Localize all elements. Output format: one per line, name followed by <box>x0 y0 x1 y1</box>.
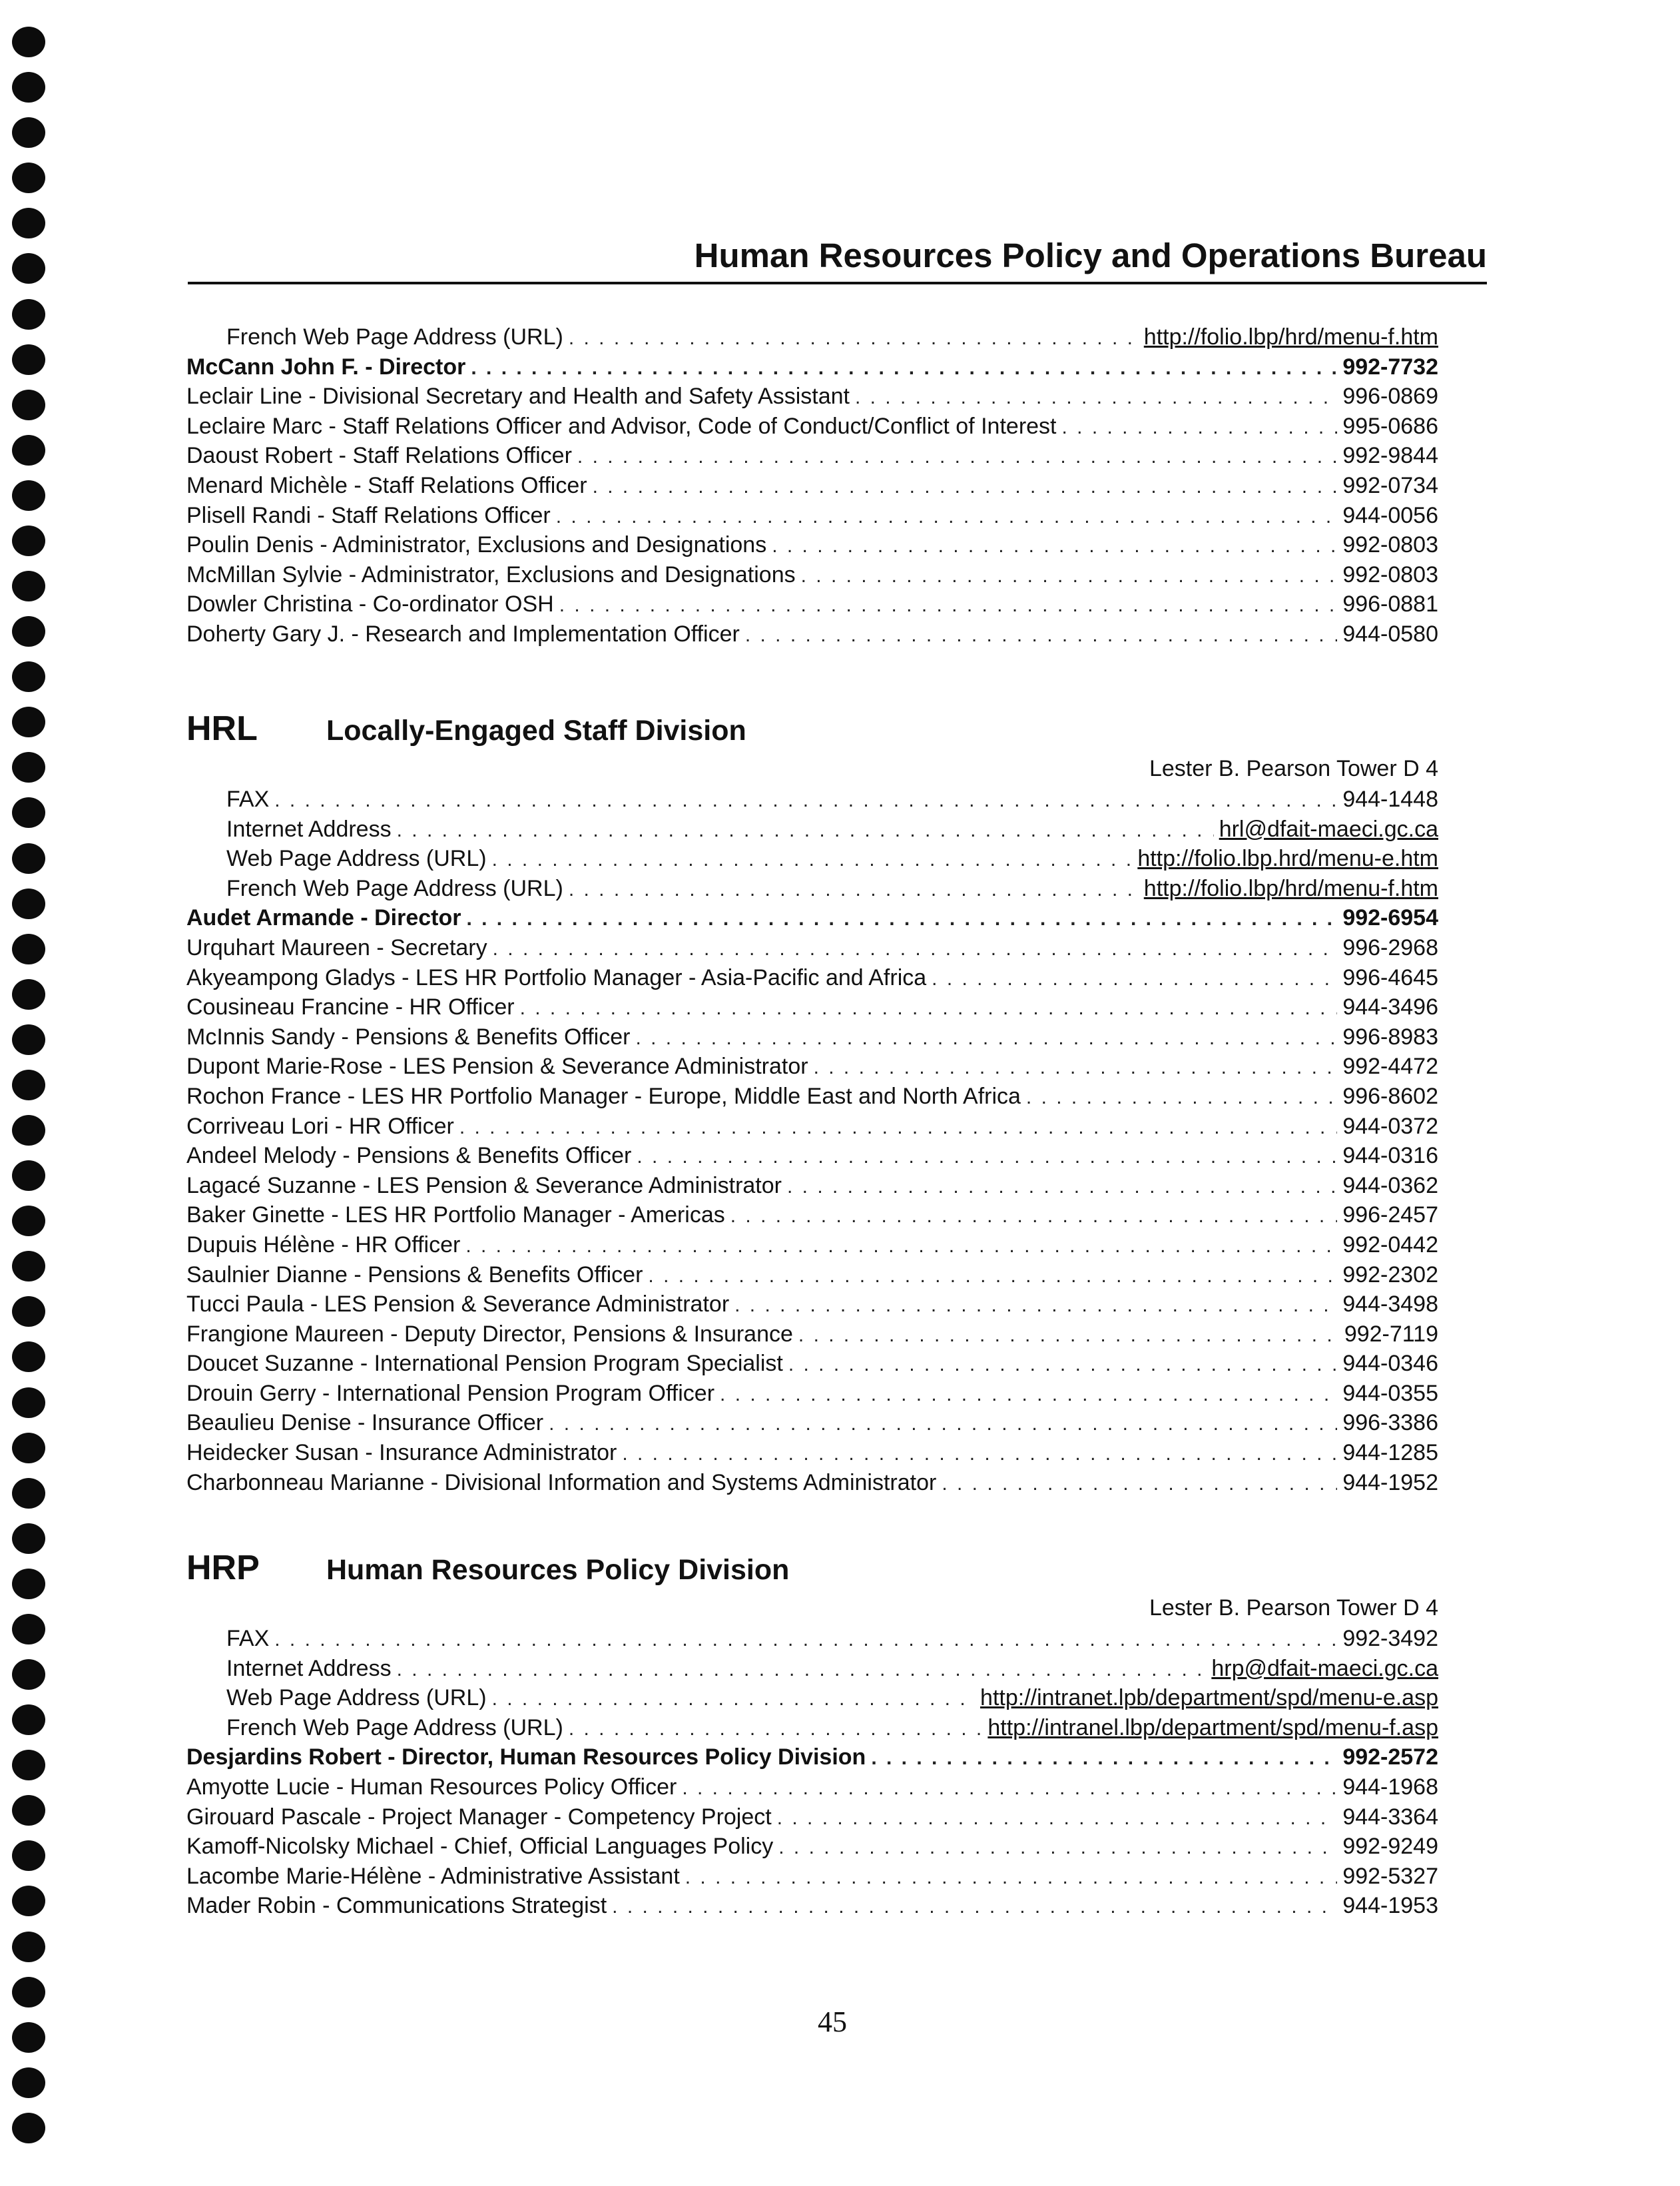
dot-leader <box>577 442 1337 472</box>
page-header: Human Resources Policy and Operations Bureau <box>188 238 1487 284</box>
entry-label: French Web Page Address (URL) <box>226 1714 563 1740</box>
entry-label: Amyotte Lucie - Human Resources Policy Officer <box>186 1774 677 1800</box>
directory-entry <box>186 1260 1438 1290</box>
directory-entry <box>186 1052 1438 1082</box>
binding-hole <box>12 1387 45 1418</box>
entry-label: French Web Page Address (URL) <box>226 875 563 901</box>
dot-leader <box>932 964 1337 994</box>
entry-phone: 944-3496 <box>1342 994 1438 1020</box>
division-title: Locally-Engaged Staff Division <box>326 715 746 747</box>
directory-entry <box>186 1772 1438 1802</box>
binding-hole <box>12 1296 45 1327</box>
directory-entry <box>186 1289 1438 1319</box>
directory-entry <box>186 1683 1438 1713</box>
entry-label: Audet Armande - Director <box>186 905 461 931</box>
binding-hole <box>12 1160 45 1191</box>
entry-label: Akyeampong Gladys - LES HR Portfolio Manager - Asia-Pacific and Africa <box>186 964 927 990</box>
binding-hole <box>12 1795 45 1826</box>
entry-phone: 996-2968 <box>1342 934 1438 960</box>
entry-label: Heidecker Susan - Insurance Administrator <box>186 1440 617 1466</box>
dot-leader <box>648 1262 1337 1291</box>
binding-hole <box>12 344 45 375</box>
binding-hole <box>12 2067 45 2098</box>
binding-hole <box>12 2113 45 2143</box>
entry-phone: 944-0056 <box>1342 502 1438 528</box>
entry-phone: 992-7119 <box>1344 1321 1438 1347</box>
dot-leader <box>459 1113 1338 1142</box>
entry-phone: 995-0686 <box>1342 413 1438 439</box>
directory-entry <box>186 1624 1438 1654</box>
directory-entry <box>186 933 1438 963</box>
entry-label: FAX <box>226 787 270 812</box>
binding-hole <box>12 390 45 420</box>
entry-label: Menard Michèle - Staff Relations Officer <box>186 472 587 498</box>
dot-leader <box>397 1655 1207 1684</box>
entry-phone: 944-1952 <box>1342 1469 1438 1495</box>
entry-label: French Web Page Address (URL) <box>226 324 563 350</box>
division-location: Lester B. Pearson Tower D 4 <box>1149 756 1438 781</box>
entry-label: Saulnier Dianne - Pensions & Benefits Officer <box>186 1262 643 1287</box>
entry-label: Frangione Maureen - Deputy Director, Pensions & Insurance <box>186 1321 793 1347</box>
entry-phone: 944-1953 <box>1342 1893 1438 1919</box>
hrl-directory-list <box>186 785 1438 1497</box>
binding-hole <box>12 253 45 284</box>
dot-leader <box>471 354 1337 383</box>
directory-entry <box>186 501 1438 531</box>
binding-hole <box>12 1614 45 1644</box>
dot-leader <box>466 905 1337 934</box>
binding-hole <box>12 707 45 737</box>
entry-label: McInnis Sandy - Pensions & Benefits Officer <box>186 1024 631 1050</box>
entry-phone: 944-3498 <box>1342 1291 1438 1317</box>
dot-leader <box>1026 1083 1337 1112</box>
entry-phone: 996-8602 <box>1342 1083 1438 1109</box>
directory-entry <box>186 844 1438 874</box>
entry-label: Desjardins Robert - Director, Human Resources Policy Division <box>186 1744 866 1770</box>
directory-entry <box>186 1141 1438 1171</box>
entry-phone: 992-9249 <box>1342 1834 1438 1860</box>
directory-entry <box>186 1713 1438 1743</box>
entry-label: Tucci Paula - LES Pension & Severance Administrator <box>186 1291 730 1317</box>
directory-entry <box>186 874 1438 904</box>
entry-label: Web Page Address (URL) <box>226 846 487 872</box>
entry-link[interactable]: http://intranet.lpb/department/spd/menu-e.asp <box>980 1685 1438 1711</box>
entry-link[interactable]: http://folio.lbp/hrd/menu-f.htm <box>1143 875 1438 901</box>
binding-hole <box>12 1206 45 1236</box>
dot-leader <box>720 1380 1337 1409</box>
entry-label: Doucet Suzanne - International Pension Program Specialist <box>186 1351 783 1377</box>
entry-label: Drouin Gerry - International Pension Program Officer <box>186 1380 715 1406</box>
binding-hole <box>12 526 45 556</box>
entry-label: Doherty Gary J. - Research and Implementation Officer <box>186 621 740 647</box>
dot-leader <box>798 1321 1339 1350</box>
directory-entry <box>186 1022 1438 1052</box>
binding-hole <box>12 299 45 330</box>
entry-label: Poulin Denis - Administrator, Exclusions and Designations <box>186 532 767 558</box>
entry-label: McCann John F. - Director <box>186 354 466 380</box>
dot-leader <box>492 845 1133 875</box>
binding-hole <box>12 571 45 601</box>
entry-phone: 992-2572 <box>1342 1744 1438 1770</box>
directory-entry <box>186 1082 1438 1112</box>
directory-entry <box>186 412 1438 442</box>
dot-leader <box>778 1833 1337 1862</box>
directory-entry <box>186 560 1438 590</box>
entry-label: Daoust Robert - Staff Relations Officer <box>186 443 572 469</box>
directory-entry <box>186 1654 1438 1684</box>
binding-hole <box>12 435 45 466</box>
binding-hole <box>12 797 45 828</box>
directory-entry <box>186 1379 1438 1409</box>
binding-hole <box>12 661 45 692</box>
entry-phone: 996-4645 <box>1342 964 1438 990</box>
directory-entry <box>186 1230 1438 1260</box>
entry-phone: 996-2457 <box>1342 1202 1438 1228</box>
entry-link[interactable]: hrp@dfait-maeci.gc.ca <box>1211 1655 1438 1681</box>
directory-entry <box>186 815 1438 845</box>
directory-entry <box>186 785 1438 815</box>
directory-entry <box>186 619 1438 649</box>
dot-leader <box>492 1684 975 1714</box>
dot-leader <box>745 621 1337 650</box>
directory-entry <box>186 1862 1438 1892</box>
dot-leader <box>274 1625 1337 1654</box>
dot-leader <box>942 1469 1337 1499</box>
entry-label: Baker Ginette - LES HR Portfolio Manager - Americas <box>186 1202 725 1228</box>
directory-entry <box>186 1742 1438 1772</box>
binding-hole <box>12 1750 45 1780</box>
division-title: Human Resources Policy Division <box>326 1554 790 1586</box>
entry-phone: 996-0881 <box>1342 591 1438 617</box>
dot-leader <box>855 383 1337 412</box>
directory-entry <box>186 1802 1438 1832</box>
binding-hole <box>12 889 45 919</box>
entry-link[interactable]: http://intranel.lbp/department/spd/menu-f.asp <box>987 1714 1438 1740</box>
entry-phone: 992-0442 <box>1342 1232 1438 1258</box>
dot-leader <box>871 1744 1337 1773</box>
hrp-directory-list <box>186 1624 1438 1921</box>
dot-leader <box>556 502 1338 532</box>
dot-leader <box>801 561 1338 591</box>
dot-leader <box>569 1714 983 1744</box>
binding-hole <box>12 72 45 103</box>
hrp-division-section <box>186 1548 1438 1921</box>
entry-phone: 944-0316 <box>1342 1143 1438 1169</box>
entry-label: Lagacé Suzanne - LES Pension & Severance Administrator <box>186 1172 782 1198</box>
entry-label: Leclair Line - Divisional Secretary and Health and Safety Assistant <box>186 384 850 410</box>
entry-phone: 992-5327 <box>1342 1863 1438 1889</box>
binding-hole <box>12 117 45 148</box>
entry-phone: 996-0869 <box>1342 384 1438 410</box>
entry-phone: 944-0362 <box>1342 1172 1438 1198</box>
dot-leader <box>549 1409 1337 1439</box>
binding-hole <box>12 1478 45 1509</box>
division-location: Lester B. Pearson Tower D 4 <box>1149 1595 1438 1621</box>
entry-label: Rochon France - LES HR Portfolio Manager - Europe, Middle East and North Africa <box>186 1083 1021 1109</box>
entry-phone: 992-0803 <box>1342 532 1438 558</box>
binding-holes <box>12 27 47 2158</box>
directory-entry <box>186 322 1438 352</box>
binding-hole <box>12 1433 45 1463</box>
dot-leader <box>637 1142 1337 1172</box>
dot-leader <box>787 1172 1337 1202</box>
entry-label: Beaulieu Denise - Insurance Officer <box>186 1410 544 1436</box>
entry-phone: 992-6954 <box>1342 905 1438 931</box>
binding-hole <box>12 934 45 964</box>
entry-phone: 996-8983 <box>1342 1024 1438 1050</box>
dot-leader <box>734 1291 1337 1320</box>
dot-leader <box>635 1024 1337 1053</box>
dot-leader <box>730 1202 1338 1231</box>
entry-phone: 944-0580 <box>1342 621 1438 647</box>
entry-label: Internet Address <box>226 816 392 842</box>
page-number: 45 <box>818 2005 847 2038</box>
binding-hole <box>12 1840 45 1871</box>
entry-label: Dupuis Hélène - HR Officer <box>186 1232 461 1258</box>
binding-hole <box>12 1977 45 2007</box>
entry-label: Lacombe Marie-Hélène - Administrative Assistant <box>186 1863 680 1889</box>
directory-entry <box>186 1891 1438 1921</box>
entry-label: Mader Robin - Communications Strategist <box>186 1893 607 1919</box>
dot-leader <box>569 324 1139 353</box>
entry-label: Internet Address <box>226 1655 392 1681</box>
dot-leader <box>814 1053 1338 1082</box>
dot-leader <box>682 1774 1337 1803</box>
binding-hole <box>12 1886 45 1916</box>
entry-label: Web Page Address (URL) <box>226 1685 487 1711</box>
binding-hole <box>12 616 45 647</box>
entry-phone: 992-7732 <box>1342 354 1438 380</box>
binding-hole <box>12 1569 45 1599</box>
directory-entry <box>186 441 1438 471</box>
directory-entry <box>186 382 1438 412</box>
entry-label: Corriveau Lori - HR Officer <box>186 1113 454 1139</box>
binding-hole <box>12 1523 45 1554</box>
entry-label: McMillan Sylvie - Administrator, Exclusions and Designations <box>186 561 796 587</box>
division-code: HRL <box>186 709 258 748</box>
dot-leader <box>772 532 1337 561</box>
entry-label: Dowler Christina - Co-ordinator OSH <box>186 591 554 617</box>
entry-phone: 944-3364 <box>1342 1804 1438 1830</box>
directory-entry <box>186 1438 1438 1468</box>
dot-leader <box>397 816 1214 845</box>
directory-entry <box>186 992 1438 1022</box>
entry-label: Andeel Melody - Pensions & Benefits Officer <box>186 1143 632 1169</box>
binding-hole <box>12 1659 45 1690</box>
binding-hole <box>12 480 45 511</box>
dot-leader <box>593 472 1338 502</box>
entry-label: Urquhart Maureen - Secretary <box>186 934 487 960</box>
binding-hole <box>12 208 45 238</box>
directory-entry <box>186 352 1438 382</box>
directory-entry <box>186 1832 1438 1862</box>
binding-hole <box>12 1024 45 1055</box>
entry-label: Plisell Randi - Staff Relations Officer <box>186 502 551 528</box>
directory-entry <box>186 1468 1438 1498</box>
directory-entry <box>186 963 1438 993</box>
dot-leader <box>622 1439 1337 1469</box>
directory-entry <box>186 471 1438 501</box>
directory-entry <box>186 1349 1438 1379</box>
hrl-division-section <box>186 709 1438 1497</box>
dot-leader <box>612 1892 1337 1922</box>
dot-leader <box>685 1863 1338 1892</box>
binding-hole <box>12 843 45 874</box>
binding-hole <box>12 1704 45 1735</box>
entry-link[interactable]: http://folio.lbp/hrd/menu-f.htm <box>1143 324 1438 350</box>
entry-phone: 944-0355 <box>1342 1380 1438 1406</box>
binding-hole <box>12 1932 45 1962</box>
entry-phone: 996-3386 <box>1342 1410 1438 1436</box>
entry-label: Girouard Pascale - Project Manager - Competency Project <box>186 1804 772 1830</box>
directory-entry <box>186 1171 1438 1201</box>
entry-label: Cousineau Francine - HR Officer <box>186 994 515 1020</box>
dot-leader <box>569 875 1139 905</box>
binding-hole <box>12 163 45 193</box>
division-heading <box>186 709 1438 753</box>
entry-phone: 992-2302 <box>1342 1262 1438 1287</box>
binding-hole <box>12 1341 45 1372</box>
entry-label: FAX <box>226 1626 270 1651</box>
top-directory-list <box>186 322 1438 649</box>
dot-leader <box>788 1350 1337 1379</box>
entry-link[interactable]: hrl@dfait-maeci.gc.ca <box>1219 816 1438 842</box>
dot-leader <box>274 786 1337 815</box>
entry-phone: 992-9844 <box>1342 443 1438 469</box>
dot-leader <box>1062 413 1338 442</box>
entry-phone: 944-1285 <box>1342 1440 1438 1466</box>
division-heading <box>186 1548 1438 1592</box>
directory-entry <box>186 589 1438 619</box>
entry-label: Charbonneau Marianne - Divisional Information and Systems Administrator <box>186 1469 937 1495</box>
directory-entry <box>186 1200 1438 1230</box>
entry-label: Leclaire Marc - Staff Relations Officer and Advisor, Code of Conduct/Conflict of Interest <box>186 413 1057 439</box>
dot-leader <box>777 1804 1338 1833</box>
entry-link[interactable]: http://folio.lbp.hrd/menu-e.htm <box>1137 846 1438 872</box>
directory-entry <box>186 1112 1438 1142</box>
entry-label: Kamoff-Nicolsky Michael - Chief, Official Languages Policy <box>186 1834 774 1860</box>
entry-phone: 992-4472 <box>1342 1054 1438 1080</box>
directory-entry <box>186 1319 1438 1349</box>
binding-hole <box>12 2022 45 2053</box>
dot-leader <box>493 934 1338 964</box>
binding-hole <box>12 1070 45 1100</box>
dot-leader <box>559 591 1338 620</box>
dot-leader <box>520 994 1338 1023</box>
binding-hole <box>12 1251 45 1281</box>
entry-phone: 944-1448 <box>1342 787 1438 812</box>
entry-phone: 992-3492 <box>1342 1626 1438 1651</box>
entry-phone: 992-0734 <box>1342 472 1438 498</box>
dot-leader <box>465 1232 1337 1261</box>
entry-phone: 944-0372 <box>1342 1113 1438 1139</box>
entry-phone: 944-1968 <box>1342 1774 1438 1800</box>
directory-entry <box>186 530 1438 560</box>
directory-entry <box>186 903 1438 933</box>
entry-phone: 992-0803 <box>1342 561 1438 587</box>
binding-hole <box>12 752 45 783</box>
binding-hole <box>12 27 45 57</box>
division-code: HRP <box>186 1549 260 1587</box>
binding-hole <box>12 979 45 1010</box>
binding-hole <box>12 1115 45 1146</box>
entry-label: Dupont Marie-Rose - LES Pension & Severance Administrator <box>186 1054 808 1080</box>
directory-entry <box>186 1408 1438 1438</box>
entry-phone: 944-0346 <box>1342 1351 1438 1377</box>
